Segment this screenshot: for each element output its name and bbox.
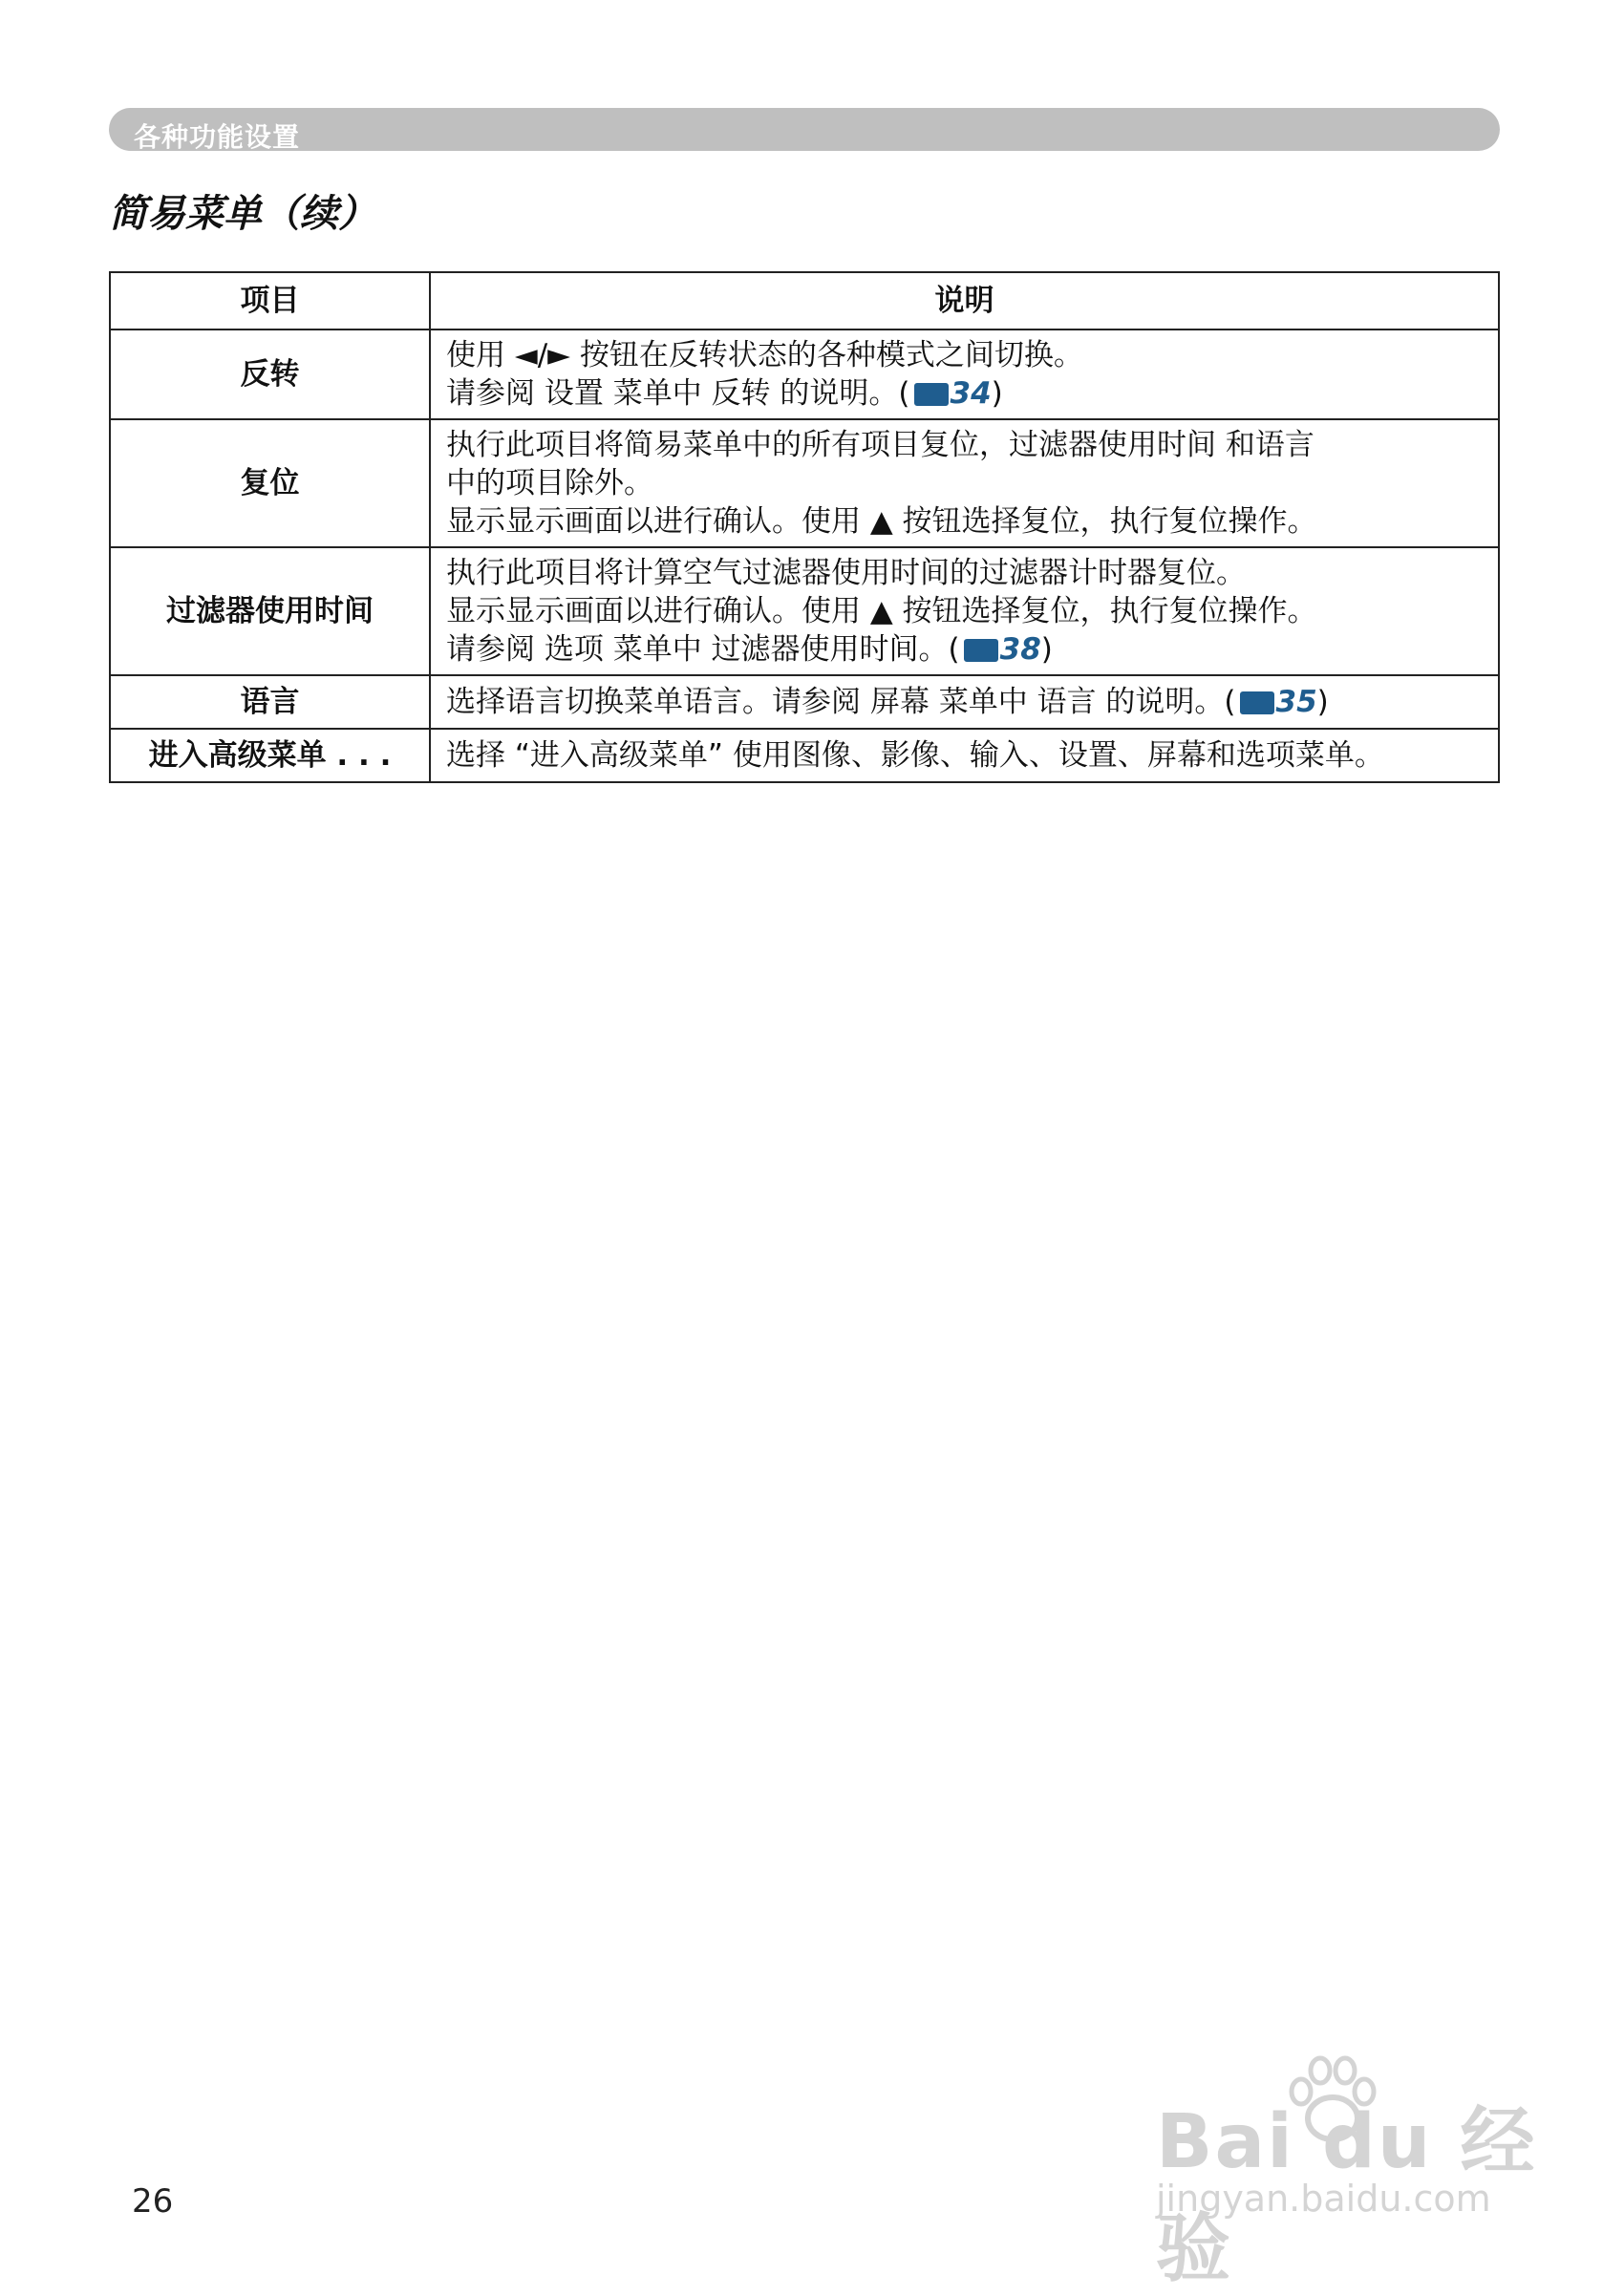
description-cell xyxy=(430,729,1499,782)
description-cell xyxy=(430,330,1499,419)
watermark-logo: Bai du 经验 xyxy=(1156,2099,1537,2292)
description-line xyxy=(446,426,1483,464)
description-cell xyxy=(430,675,1499,729)
watermark-site: jingyan.baidu.com xyxy=(1156,2178,1491,2220)
description-text: 执行此项目将计算空气过滤器使用时间的过滤器计时器复位。 xyxy=(446,556,1246,590)
description-text: 中的项目除外。 xyxy=(446,466,653,500)
section-header-bar xyxy=(109,108,1500,151)
book-icon xyxy=(964,637,998,662)
column-header-item: 项目 xyxy=(110,272,430,330)
reference-suffix: ) xyxy=(1040,632,1053,667)
table-row xyxy=(110,729,1499,782)
page-reference-link[interactable]: 34 xyxy=(950,376,992,411)
table-row xyxy=(110,675,1499,729)
description-line xyxy=(446,374,1483,413)
item-name-cell: 反转 xyxy=(110,330,430,419)
table-row xyxy=(110,330,1499,419)
description-line xyxy=(446,336,1483,374)
description-line xyxy=(446,464,1483,502)
description-line xyxy=(446,736,1483,775)
easy-menu-table xyxy=(109,271,1500,783)
description-line xyxy=(446,554,1483,592)
section-label: 各种功能设置 xyxy=(134,121,301,153)
description-line xyxy=(446,630,1483,669)
table-row xyxy=(110,419,1499,547)
book-icon xyxy=(914,381,949,406)
description-text: 请参阅 设置 菜单中 反转 的说明。( xyxy=(446,376,910,411)
description-text: 请参阅 选项 菜单中 过滤器使用时间。( xyxy=(446,632,960,667)
item-name-cell: 进入高级菜单 . . . xyxy=(110,729,430,782)
description-line xyxy=(446,683,1483,721)
item-name-cell: 复位 xyxy=(110,419,430,547)
page-title: 简易菜单（续） xyxy=(109,192,376,236)
table-header-row xyxy=(110,272,1499,330)
baidu-watermark xyxy=(1137,2053,1538,2292)
description-line xyxy=(446,592,1483,630)
table-row xyxy=(110,547,1499,675)
description-text: 选择语言切换菜单语言。请参阅 屏幕 菜单中 语言 的说明。( xyxy=(446,685,1236,719)
book-icon xyxy=(1240,690,1274,714)
page-number: 26 xyxy=(132,2182,174,2221)
column-header-description: 说明 xyxy=(430,272,1499,330)
page-reference-link[interactable]: 38 xyxy=(999,632,1041,667)
description-text: 显示显示画面以进行确认。使用 ▲ 按钮选择复位，执行复位操作。 xyxy=(446,504,1317,539)
description-text: 选择 “进入高级菜单” 使用图像、影像、输入、设置、屏幕和选项菜单。 xyxy=(446,738,1384,773)
description-cell xyxy=(430,547,1499,675)
reference-suffix: ) xyxy=(991,376,1003,411)
item-name-cell: 语言 xyxy=(110,675,430,729)
description-text: 使用 ◄/► 按钮在反转状态的各种模式之间切换。 xyxy=(446,338,1083,372)
reference-suffix: ) xyxy=(1316,685,1329,719)
item-name-cell: 过滤器使用时间 xyxy=(110,547,430,675)
description-text: 执行此项目将简易菜单中的所有项目复位，过滤器使用时间 和语言 xyxy=(446,428,1314,462)
description-text: 显示显示画面以进行确认。使用 ▲ 按钮选择复位，执行复位操作。 xyxy=(446,594,1317,628)
description-line xyxy=(446,502,1483,541)
page-reference-link[interactable]: 35 xyxy=(1275,685,1317,719)
description-cell xyxy=(430,419,1499,547)
